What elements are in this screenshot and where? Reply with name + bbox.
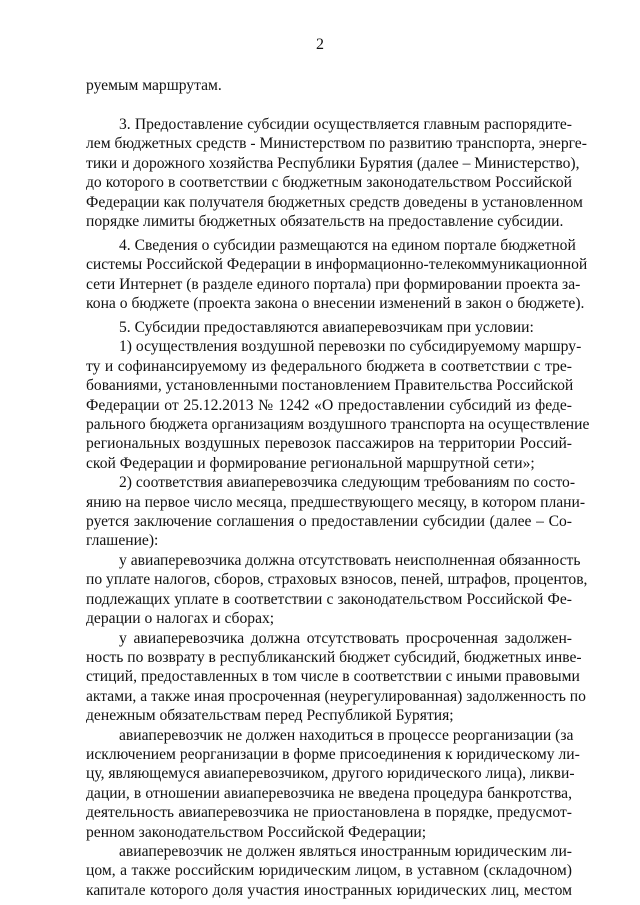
text-line: руется заключение соглашения о предоставлении субсидии (далее – Со- [86,513,572,531]
text-line: бованиями, установленными постановлением Правительства Российской [86,377,574,395]
text-line: до которого в соответствии с бюджетным законодательством Российской [86,174,572,192]
text-line: тики и дорожного хозяйства Республики Бурятия (далее – Министерство), [86,154,580,172]
text-line: порядке лимиты бюджетных обязательств на предоставление субсидии. [86,213,564,231]
page-number: 2 [316,36,324,53]
text-line: подлежащих уплате в соответствии с законодательством Российской Фе- [86,590,572,608]
text-line: янию на первое число месяца, предшествующего месяцу, в котором плани- [86,493,586,511]
text-line: ность по возврату в республиканский бюджет субсидий, бюджетных инве- [86,648,582,666]
text-line: цом, а также российским юридическим лицом, в уставном (складочном) [86,862,572,880]
text-line: дерации о налогах и сборах; [86,610,275,628]
text-line: 1) осуществления воздушной перевозки по субсидируемому маршру- [119,338,582,356]
text-line: ренном законодательством Российской Федерации; [86,823,427,841]
paragraph-5 [86,318,590,900]
text-line: ту и софинансируемому из федерального бюджета в соответствии с тре- [86,357,572,375]
text-line: лем бюджетных средств - Министерством по развитию транспорта, энерге- [86,135,587,153]
text-line: денежным обязательствам перед Республикой Бурятия; [86,707,454,725]
paragraph-intro-tail [86,76,572,95]
text-line: актами, а также иная просроченная (неурегулированная) задолженность по [86,687,586,705]
text-line: дации, в отношении авиаперевозчика не введена процедура банкротства, [86,784,572,802]
text-line: у авиаперевозчика должна отсутствовать неисполненная обязанность [119,551,581,569]
text-line: 4. Сведения о субсидии размещаются на едином портале бюджетной [119,237,576,254]
text-line: у авиаперевозчика должна отсутствовать просроченная задолжен- [119,629,572,647]
text-line: системы Российской Федерации в информационно-телекоммуникационной [86,256,588,274]
text-line: исключением реорганизации в форме присоединения к юридическому ли- [86,745,580,763]
text-line: сети Интернет (в разделе единого портала) при формировании проекта за- [86,275,581,293]
text-line: 2) соответствия авиаперевозчика следующим требованиям по состо- [119,474,576,492]
text-line: стиций, предоставленных в том числе в соответствии с иными правовыми [86,668,580,686]
text-line: авиаперевозчик не должен находиться в процессе реорганизации (за [119,726,574,744]
paragraph-4 [86,236,588,314]
text-line: региональных воздушных перевозок пассажиров на территории Россий- [86,435,572,453]
text-line: капитале которого доля участия иностранных юридических лиц, местом [86,881,572,899]
text-line: по уплате налогов, сборов, страховых взносов, пеней, штрафов, процентов, [86,571,588,589]
text-line: кона о бюджете (проекта закона о внесении изменений в закон о бюджете). [86,295,585,313]
text-line: глашение): [86,532,159,550]
text-line: 3. Предоставление субсидии осуществляется главным распорядите- [119,116,572,133]
text-line: деятельность авиаперевозчика не приостановлена в порядке, предусмот- [86,804,572,822]
text-line: цу, являющемуся авиаперевозчиком, другого юридического лица), ликви- [86,765,575,783]
text-line: Федерации как получателя бюджетных средств доведены в установленном [86,193,583,211]
text-line: Федерации от 25.12.2013 № 1242 «О предоставлении субсидий из феде- [86,396,572,414]
text-line: 5. Субсидии предоставляются авиаперевозчикам при условии: [119,319,534,336]
text-line: руемым маршрутам. [86,77,222,94]
text-line: рального бюджета организациям воздушного транспорта на осуществление [86,416,590,434]
text-line: авиаперевозчик не должен являться иностранным юридическим ли- [119,842,572,860]
paragraph-3 [86,115,587,231]
text-line: ской Федерации и формирование региональной маршрутной сети»; [86,454,535,472]
